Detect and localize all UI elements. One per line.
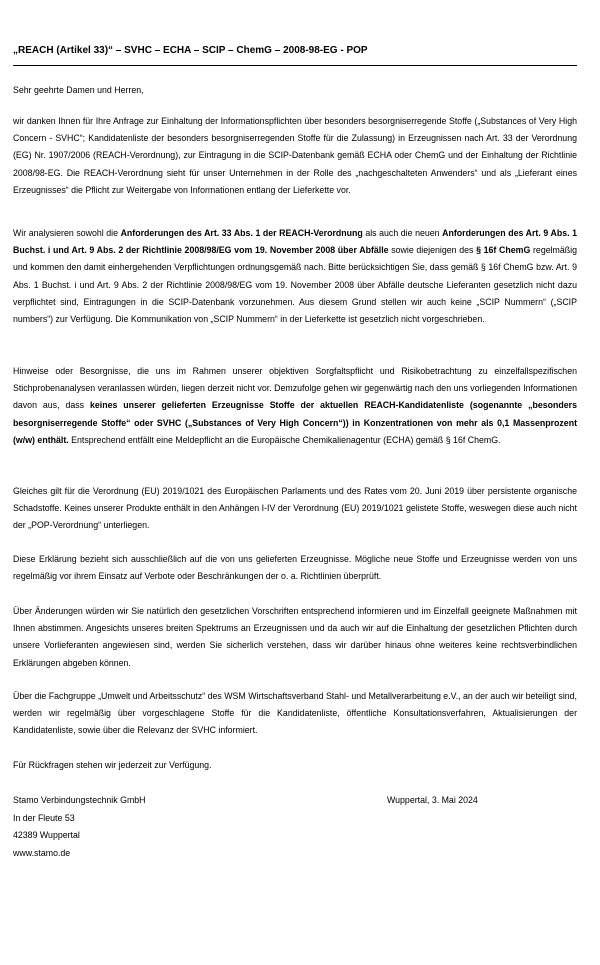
signature-block [13,792,146,862]
paragraph-wsm: Über die Fachgruppe „Umwelt und Arbeitsschutz“ des WSM Wirtschaftsverband Stahl- und Metallverarbeitung e.V., an der auch wir beteiligt sind, werden wir regelmäßig über vorgeschlagene Stoffe für die Kandidatenliste, öffentliche Konsultationsverfahren, Aktualisierungen der Kandidatenliste, sowie über die Relevanz der SVHC informiert. [13,691,577,736]
city-address: 42389 Wuppertal [13,830,80,841]
website-link[interactable]: www.stamo.de [13,847,71,858]
paragraph-contact: Für Rückfragen stehen wir jederzeit zur Verfügung. [13,760,212,770]
street-address: In der Fleute 53 [13,812,75,823]
paragraph-svhc-statement: Hinweise oder Besorgnisse, die uns im Rahmen unserer objektiven Sorgfaltspflicht und Risikobetrachtung zu einzelfallspezifischen Stichprobenanalysen veranlassen würden, liegen derzeit nicht vor. Demzufolge gehen wir gegenwärtig nach den uns vorliegenden Informationen davon aus, dass keines unserer gelieferten Erzeugnisse Stoffe der aktuellen REACH-Kandidatenliste (sogenannte „besonders besorgniserregende Stoffe“ oder SVHC („Substances of Very High Concern“)) in Konzentrationen von mehr als 0,1 Massenprozent (w/w) enthält. Entsprechend entfällt eine Meldepflicht an die Europäische Chemikalienagentur (ECHA) gemäß § 16f ChemG. [13,366,577,445]
paragraph-changes: Über Änderungen würden wir Sie natürlich den gesetzlichen Vorschriften entsprechend informieren und im Einzelfall geeignete Maßnahmen mit Ihnen abstimmen. Angesichts unseres breiten Spektrums an Erzeugnissen und da auch wir auf die Einhaltung der gesetzlichen Pflichten durch unsere Vorlieferanten angewiesen sind, werden Sie sicherlich verstehen, dass wir darüber hinaus ohne weiteres keine rechtsverbindlichen Erklärungen abgeben können. [13,606,577,668]
company-name: Stamo Verbindungstechnik GmbH [13,795,146,805]
document-title: „REACH (Artikel 33)“ – SVHC – ECHA – SCIP – ChemG – 2008-98-EG - POP [13,45,368,56]
paragraph-scope: Diese Erklärung bezieht sich ausschließlich auf die von uns gelieferten Erzeugnisse. Mögliche neue Stoffe und Erzeugnisse werden von uns regelmäßig vor ihrem Einsatz auf Verbote oder Beschränkungen der o. a. Richtlinien überprüft. [13,554,577,582]
place-date: Wuppertal, 3. Mai 2024 [387,795,478,805]
title-divider [13,65,577,66]
paragraph-pop: Gleiches gilt für die Verordnung (EU) 2019/1021 des Europäischen Parlaments und des Rates vom 20. Juni 2019 über persistente organische Schadstoffe. Keines unserer Produkte enthält in den Anhängen I-IV der Verordnung (EU) 2019/1021 gelistete Stoffe, weswegen diese auch nicht der „POP-Verordnung“ unterliegen. [13,486,577,531]
paragraph-requirements: Wir analysieren sowohl die Anforderungen des Art. 33 Abs. 1 der REACH-Verordnung als auch die neuen Anforderungen des Art. 9 Abs. 1 Buchst. i und Art. 9 Abs. 2 der Richtlinie 2008/98/EG vom 19. November 2008 über Abfälle sowie diejenigen des § 16f ChemG regelmäßig und kommen den damit einhergehenden Verpflichtungen ordnungsgemäß nach. Bitte berücksichtigen Sie, dass gemäß § 16f ChemG bzw. Art. 9 Abs. 1 Buchst. i und Art. 9 Abs. 2 der Richtlinie 2008/98/EG vom 19. November 2008 über Abfälle deutsche Lieferanten gesetzlich nicht dazu verpflichtet sind, Eintragungen in die SCIP-Datenbank vorzunehmen. Aus diesem Grund stellen wir auch keine „SCIP Nummern“ („SCIP numbers“) zur Verfügung. Die Kommunikation von „SCIP Nummern“ in der Lieferkette ist gesetzlich nicht vorgeschrieben. [13,228,577,325]
paragraph-intro: wir danken Ihnen für Ihre Anfrage zur Einhaltung der Informationspflichten über besonders besorgniserregende Stoffe („Substances of Very High Concern - SVHC“; Kandidatenliste der besonders besorgniserregenden Stoffe für die Zulassung) in Erzeugnissen nach Art. 33 der Verordnung (EG) Nr. 1907/2006 (REACH-Verordnung), zur Eintragung in die SCIP-Datenbank gemäß ECHA oder ChemG und der Einhaltung der Richtlinie 2008/98-EG. Die REACH-Verordnung sieht für unser Unternehmen in der Rolle des „nachgeschalteten Anwenders“ und als „Lieferant eines Erzeugnisses“ die Pflicht zur Weitergabe von Informationen entlang der Lieferkette vor. [13,116,577,195]
salutation: Sehr geehrte Damen und Herren, [13,85,144,95]
